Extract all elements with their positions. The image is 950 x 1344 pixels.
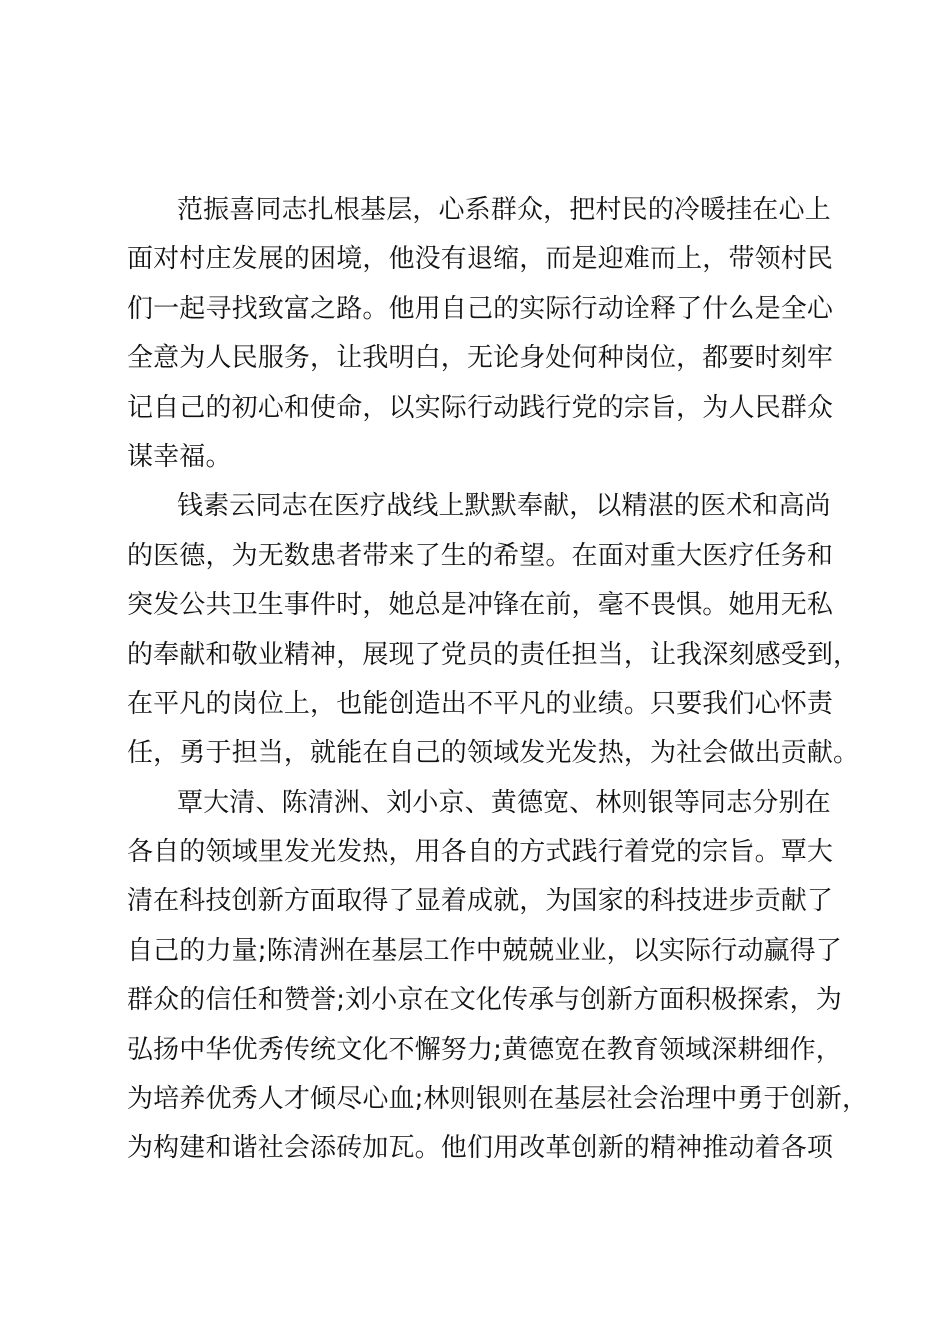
paragraph-line: 清在科技创新方面取得了显着成就，为国家的科技进步贡献了 [127,886,834,917]
paragraph-line: 弘扬中华优秀传统文化不懈努力;黄德宽在教育领域深耕细作， [127,1034,842,1065]
body-text [127,186,869,1174]
paragraph-line: 面对村庄发展的困境，他没有退缩，而是迎难而上，带领村民 [127,244,834,275]
paragraph-line: 全意为人民服务，让我明白，无论身处何种岗位，都要时刻牢 [127,343,834,374]
paragraph-line: 突发公共卫生事件时，她总是冲锋在前，毫不畏惧。她用无私 [127,590,834,621]
paragraph-line: 群众的信任和赞誉;刘小京在文化传承与创新方面积极探索，为 [127,985,842,1016]
paragraph-3 [127,779,869,1174]
paragraph-line: 覃大清、陈清洲、刘小京、黄德宽、林则银等同志分别在 [177,787,831,818]
paragraph-line: 自己的力量;陈清洲在基层工作中兢兢业业，以实际行动赢得了 [127,935,842,966]
paragraph-line: 的奉献和敬业精神，展现了党员的责任担当，让我深刻感受到， [127,639,860,670]
paragraph-line: 的医德，为无数患者带来了生的希望。在面对重大医疗任务和 [127,540,834,571]
paragraph-line: 任，勇于担当，就能在自己的领域发光发热，为社会做出贡献。 [127,738,860,769]
paragraph-line: 谋幸福。 [127,441,232,472]
paragraph-line: 们一起寻找致富之路。他用自己的实际行动诠释了什么是全心 [127,293,834,324]
paragraph-2 [127,482,860,778]
paragraph-line: 在平凡的岗位上，也能创造出不平凡的业绩。只要我们心怀责 [127,688,834,719]
paragraph-1 [127,186,833,482]
paragraph-line: 记自己的初心和使命，以实际行动践行党的宗旨，为人民群众 [127,392,834,423]
paragraph-line: 范振喜同志扎根基层，心系群众，把村民的冷暖挂在心上 [177,195,831,225]
paragraph-line: 钱素云同志在医疗战线上默默奉献，以精湛的医术和高尚 [177,491,831,522]
paragraph-line: 为培养优秀人才倾尽心血;林则银则在基层社会治理中勇于创新， [127,1084,869,1115]
paragraph-line: 各自的领域里发光发热，用各自的方式践行着党的宗旨。覃大 [127,837,834,868]
paragraph-line: 为构建和谐社会添砖加瓦。他们用改革创新的精神推动着各项 [127,1133,834,1164]
